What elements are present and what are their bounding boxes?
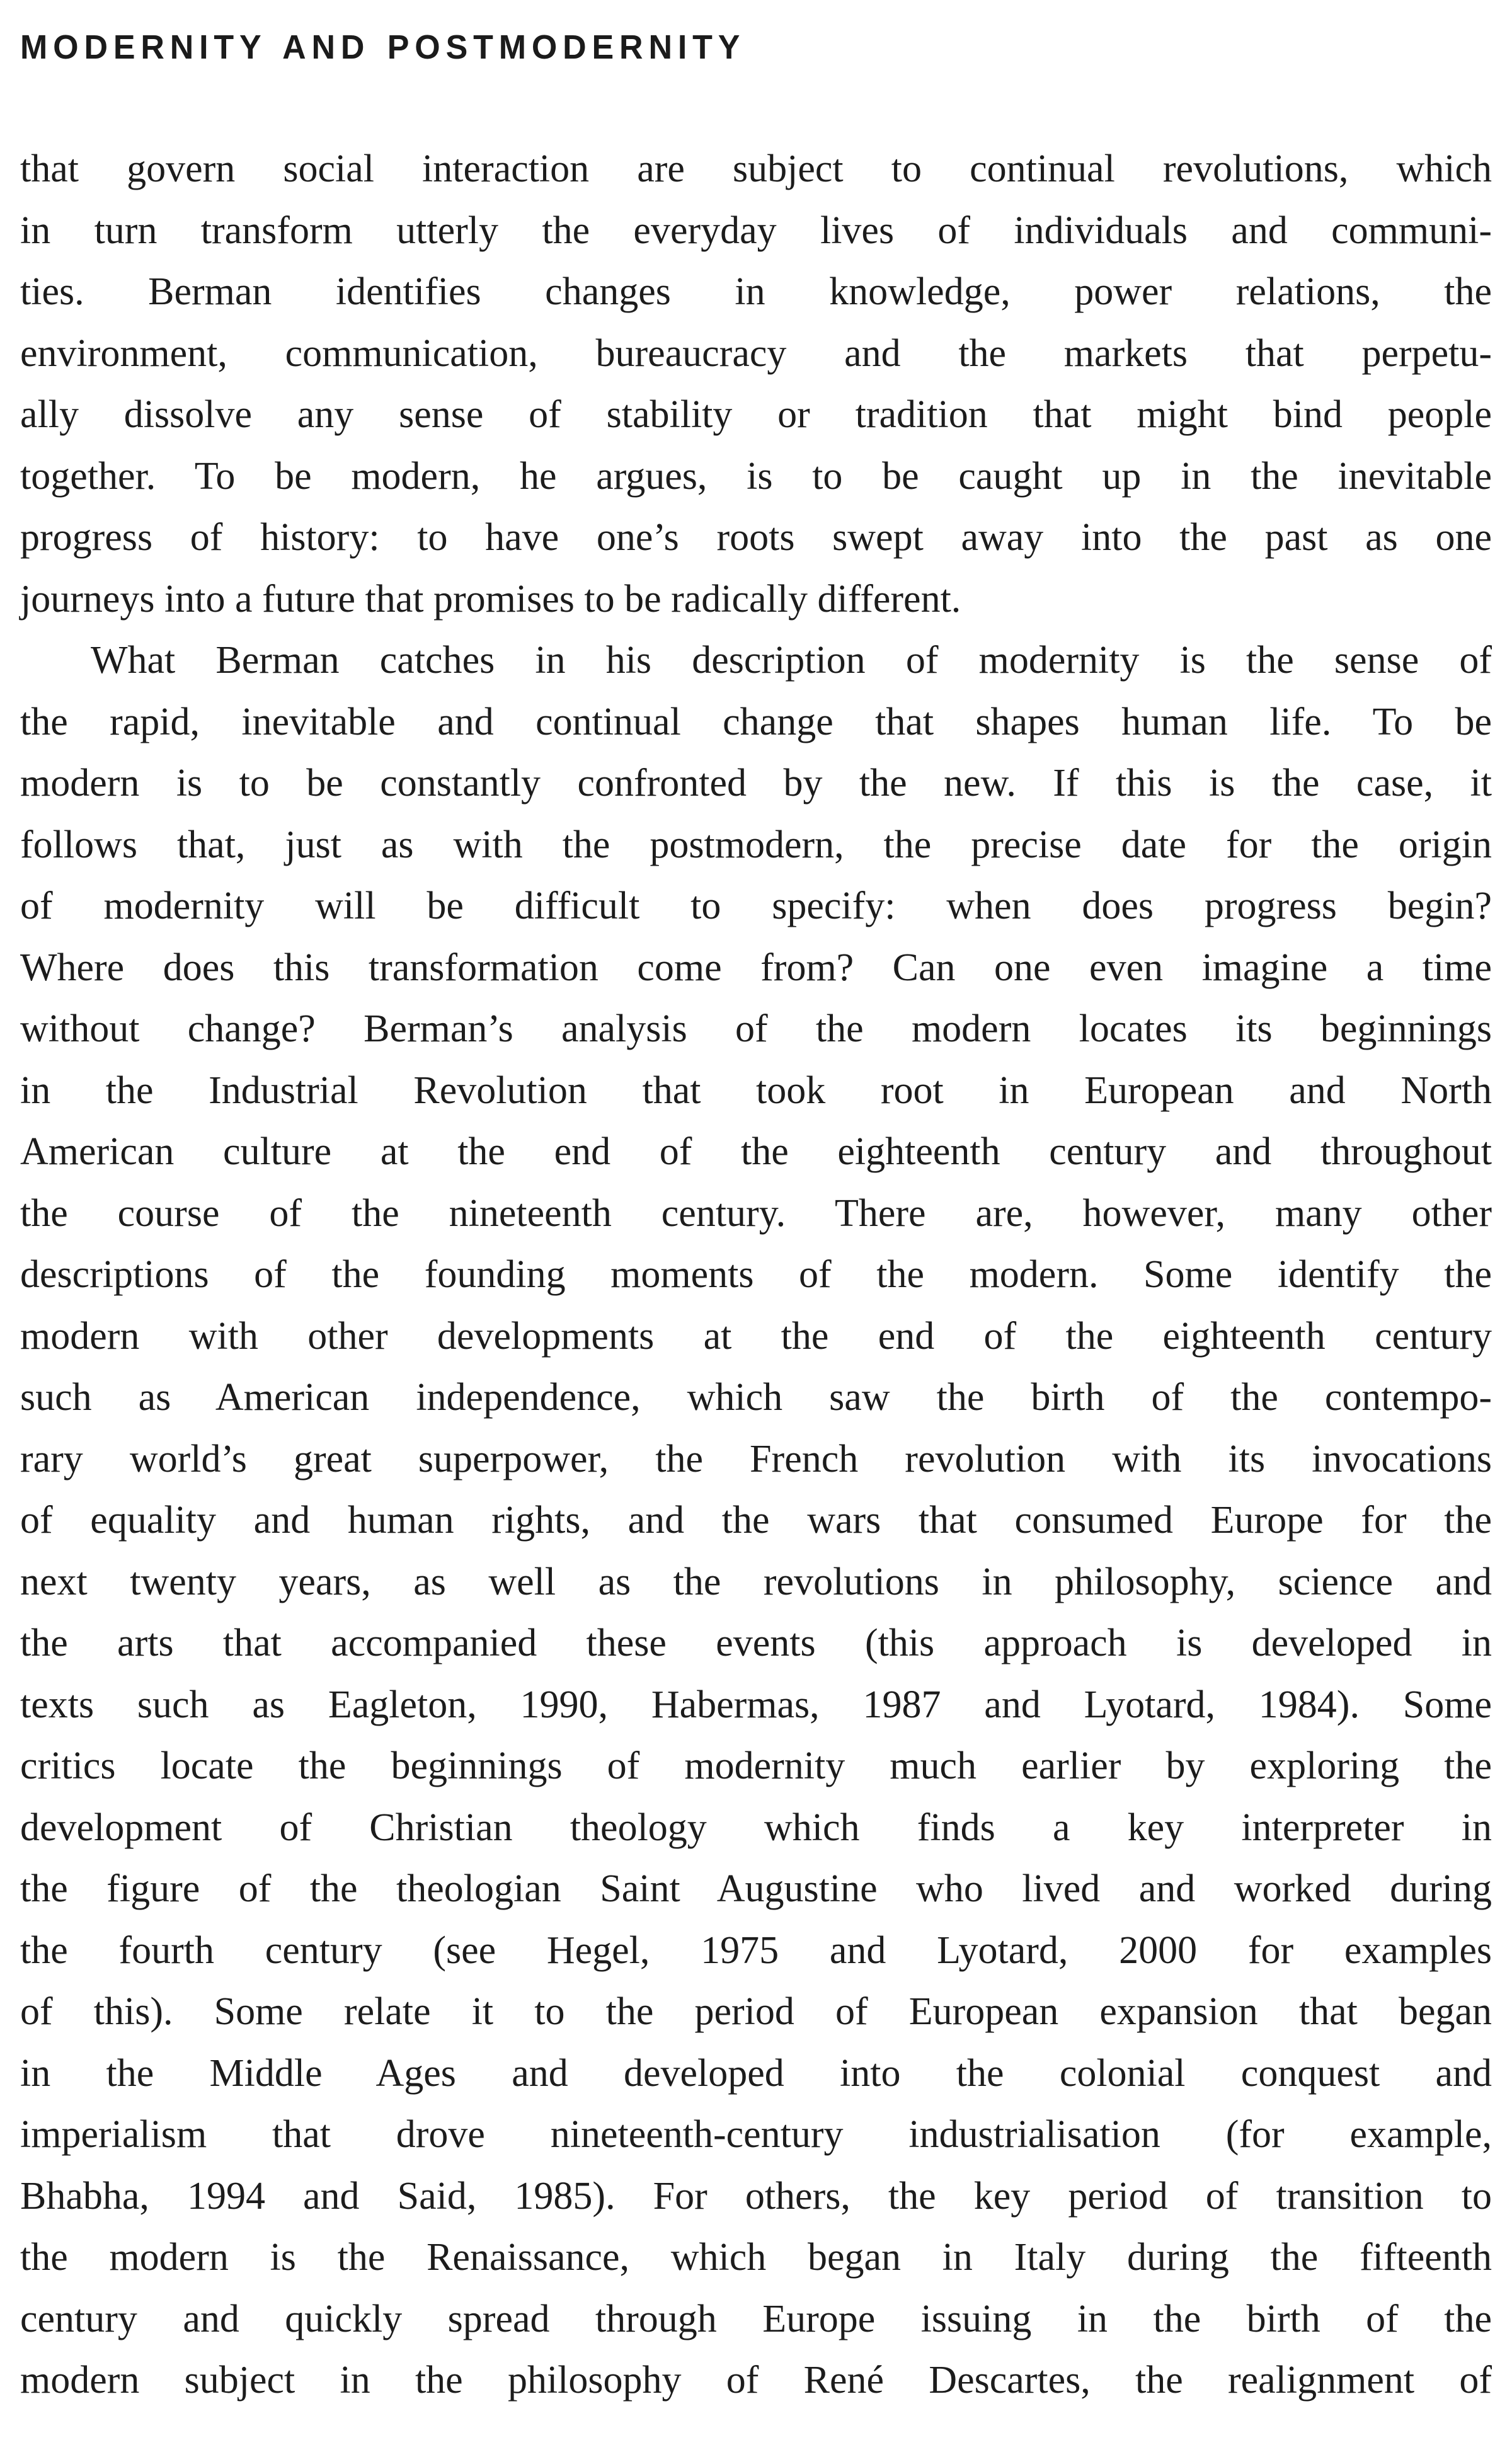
text-line: the course of the nineteenth century. There are, however, many other <box>20 1191 1492 1235</box>
text-line: of modernity will be difficult to specify: when does progress begin? <box>20 885 1492 927</box>
text-line: modern subject in the philosophy of René Descartes, the realignment of <box>20 2359 1492 2402</box>
text-line: of this). Some relate it to the period of European expansion that began <box>20 1990 1492 2033</box>
text-line: the fourth century (see Hegel, 1975 and Lyotard, 2000 for examples <box>20 1928 1492 1972</box>
text-line: in the Industrial Revolution that took root in European and North <box>20 1068 1492 1112</box>
text-line: such as American independence, which saw the birth of the contempo- <box>20 1376 1492 1419</box>
text-line: the arts that accompanied these events (this approach is developed in <box>20 1622 1492 1664</box>
text-line: next twenty years, as well as the revolutions in philosophy, science and <box>20 1560 1492 1603</box>
text-line: modern with other developments at the end of the eighteenth century <box>20 1314 1492 1358</box>
text-line: the rapid, inevitable and continual change that shapes human life. To be <box>20 700 1492 743</box>
text-line: environment, communication, bureaucracy and the markets that perpetu- <box>20 331 1492 375</box>
text-line: together. To be modern, he argues, is to be caught up in the inevitable <box>20 454 1492 498</box>
text-line: development of Christian theology which finds a key interpreter in <box>20 1806 1492 1849</box>
text-line: of equality and human rights, and the wars that consumed Europe for the <box>20 1499 1492 1542</box>
text-line: critics locate the beginnings of modernity much earlier by exploring the <box>20 1744 1492 1787</box>
text-line: ties. Berman identifies changes in knowledge, power relations, the <box>20 270 1492 313</box>
text-line: texts such as Eagleton, 1990, Habermas, 1987 and Lyotard, 1984). Some <box>20 1683 1492 1726</box>
text-line: in turn transform utterly the everyday lives of individuals and communi- <box>20 209 1492 252</box>
text-line: the modern is the Renaissance, which began in Italy during the fifteenth <box>20 2236 1492 2279</box>
text-line: Bhabha, 1994 and Said, 1985). For others, the key period of transition to <box>20 2174 1492 2218</box>
text-line: century and quickly spread through Europe issuing in the birth of the <box>20 2297 1492 2340</box>
text-line: in the Middle Ages and developed into the colonial conquest and <box>20 2051 1492 2095</box>
text-line: the figure of the theologian Saint Augustine who lived and worked during <box>20 1867 1492 1910</box>
text-line: ally dissolve any sense of stability or tradition that might bind people <box>20 393 1492 436</box>
text-line: that govern social interaction are subject to continual revolutions, which <box>20 147 1492 190</box>
text-line: follows that, just as with the postmodern, the precise date for the origin <box>20 823 1492 866</box>
text-line: American culture at the end of the eighteenth century and throughout <box>20 1130 1492 1173</box>
text-line: What Berman catches in his description of modernity is the sense of <box>91 639 1492 682</box>
running-header: MODERNITY AND POSTMODERNITY <box>20 28 746 67</box>
text-line: rary world’s great superpower, the French revolution with its invocations <box>20 1437 1492 1480</box>
text-line: progress of history: to have one’s roots swept away into the past as one <box>20 516 1492 559</box>
body-text <box>20 139 1492 2412</box>
text-line: imperialism that drove nineteenth-century industrialisation (for example, <box>20 2113 1492 2156</box>
text-line: journeys into a future that promises to be radically different. <box>20 577 961 621</box>
text-line: without change? Berman’s analysis of the modern locates its beginnings <box>20 1007 1492 1050</box>
text-line: modern is to be constantly confronted by the new. If this is the case, it <box>20 762 1492 805</box>
text-line: descriptions of the founding moments of the modern. Some identify the <box>20 1253 1492 1296</box>
text-line: Where does this transformation come from? Can one even imagine a time <box>20 946 1492 989</box>
